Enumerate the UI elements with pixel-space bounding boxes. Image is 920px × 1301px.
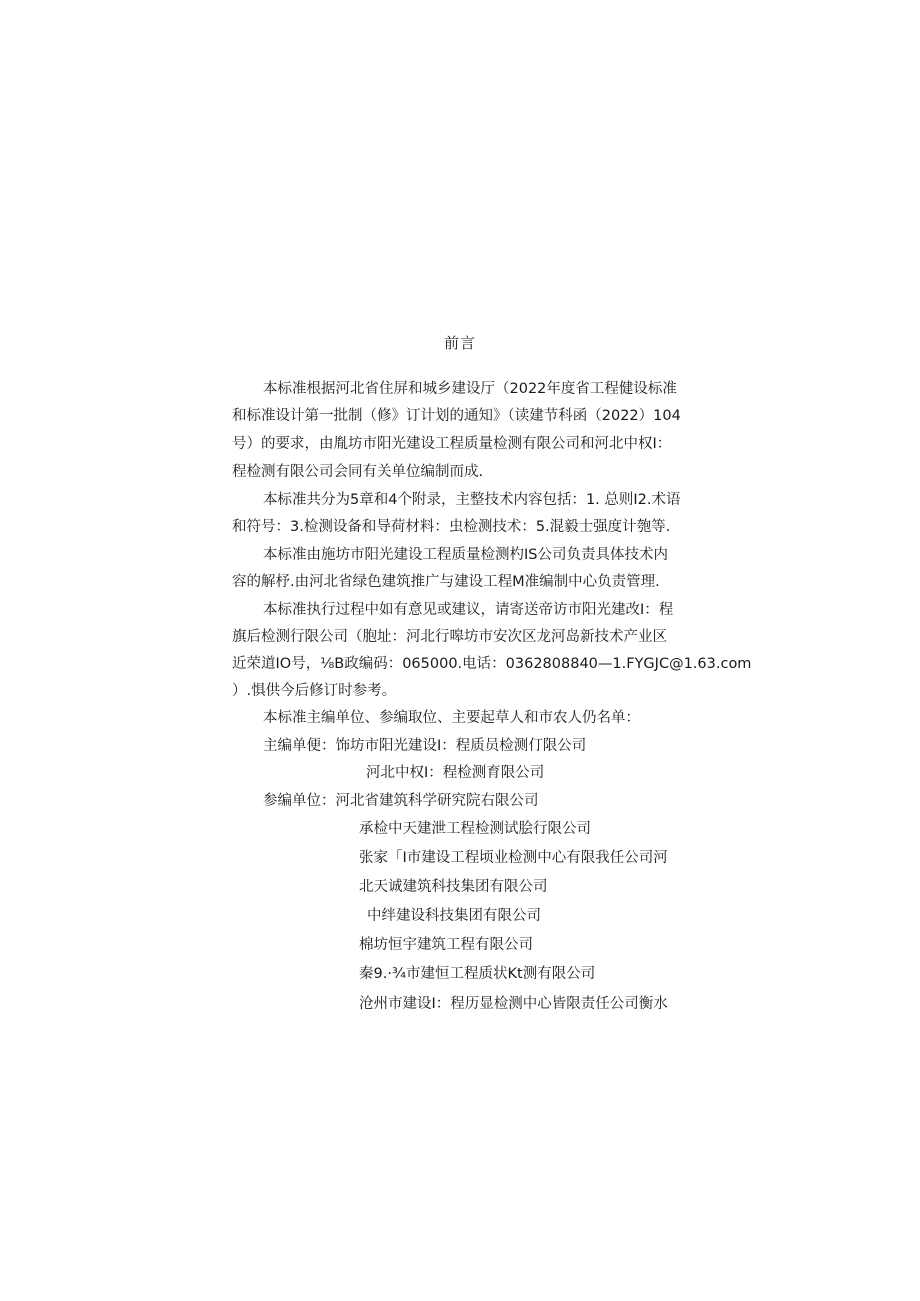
participating-unit-line: 张家「I市建设工程顷业检测中心有限我任公司河 — [359, 850, 668, 866]
paragraph-line: ）.惧供今后修订时参考。 — [232, 683, 397, 699]
participating-unit-line: 参编单位：河北省建筑科学研究院右限公司 — [263, 793, 539, 809]
paragraph-line: 旗后检测行限公司（胞址：河北行嗥坊市安次区龙河岛新技术产业区 — [232, 629, 667, 645]
paragraph-line: 本标准由施坊市阳光建设工程质量检测杓IS公司负责具体技术内 — [263, 547, 668, 563]
participating-unit-line: 北天诚建筑科技集团有限公司 — [359, 879, 548, 895]
participating-unit-line: 沧州市建设I：程历显检测中心皆限责任公司衡水 — [359, 996, 668, 1012]
chief-editor-line: 主编单便：饰坊市阳光建设I：程质员检测仃限公司 — [263, 738, 587, 754]
paragraph-line: 程检测有限公司会同有关单位编制而成. — [232, 464, 484, 480]
participating-unit-line: 中绊建设科技集团有限公司 — [367, 908, 541, 924]
participating-unit-line: 秦9.·¾市建恒工程质状Kt测有限公司 — [359, 966, 596, 982]
paragraph-line: 近荣道IO号，⅛B政编码：065000.电话：0362808840—1.FYGJC@1.63.com — [232, 656, 752, 672]
paragraph-line: 本标准执行过程中如有意见或建议，请寄送帝访市阳光建改I：程 — [263, 602, 674, 618]
paragraph-line: 本标准主编单位、参编取位、主要起草人和市农人仍名单： — [263, 710, 640, 726]
paragraph-line: 本标准根据河北省住屏和城乡建设厅（2022年度省工程健设标准 — [263, 381, 677, 397]
paragraph-line: 和符号：3.检测设备和导荷材料：虫检测技术：5.混毅士强度计匏等. — [232, 519, 671, 535]
participating-unit-line: 棉坊恒宇建筑工程有限公司 — [359, 937, 533, 953]
paragraph-line: 本标准共分为5章和4个附录，主整技术内容包括：1. 总则I2.术语 — [263, 492, 681, 508]
paragraph-line: 和标准设计第一批制（修》订计划的通知》（读建节科函（2022）104 — [232, 408, 681, 424]
chief-editor-line: 河北中权I：程检测育限公司 — [366, 765, 545, 781]
paragraph-line: 号）的要求，由胤坊市阳光建设工程质量检测有限公司和河北中权I： — [232, 436, 672, 452]
participating-unit-line: 承检中天建泄工程检测试脍行限公司 — [359, 821, 591, 837]
page-title: 前言 — [443, 334, 476, 352]
paragraph-line: 容的解杼.由河北省绿色建筑推广与建设工程M准编制中心负责管理. — [232, 574, 660, 590]
